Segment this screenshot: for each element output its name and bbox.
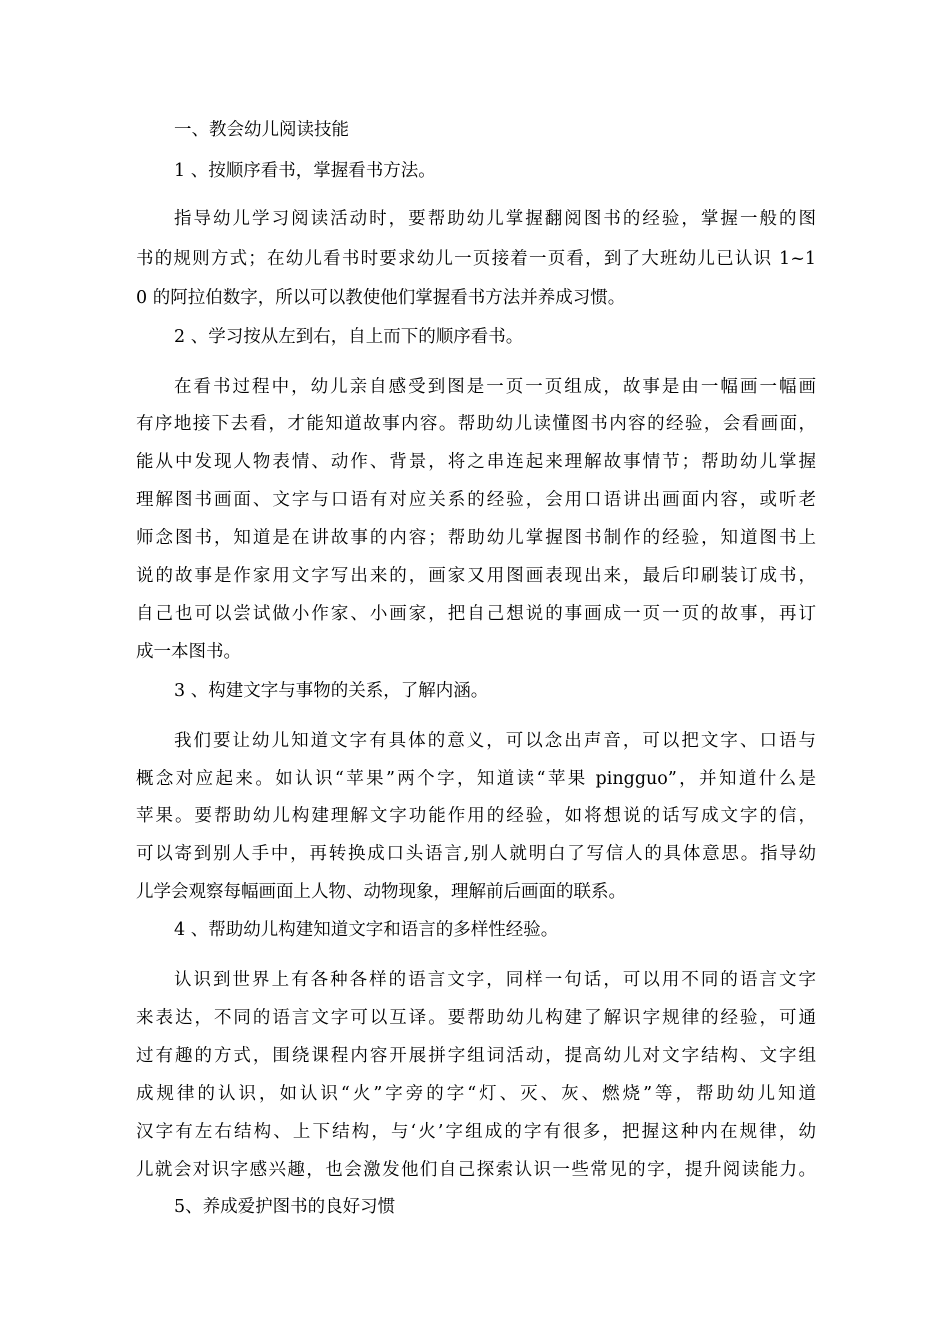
paragraph-line: 有序地接下去看，才能知道故事内容。帮助幼儿读懂图书内容的经验，会看画面， [136, 414, 816, 434]
paragraph-line: 自己也可以尝试做小作家、小画家，把自己想说的事画成一页一页的故事，再订 [136, 604, 816, 624]
paragraph-line: 苹果。要帮助幼儿构建理解文字功能作用的经验，如将想说的话写成文字的信， [136, 806, 816, 826]
item-5-title: 5、养成爱护图书的良好习惯 [174, 1197, 396, 1217]
paragraph-line: 汉字有左右结构、上下结构，与‘火’字组成的字有很多，把握这种内在规律，幼 [136, 1122, 816, 1142]
paragraph-line: 成一本图书。 [136, 642, 241, 662]
item-4-title: 4 、帮助幼儿构建知道文字和语言的多样性经验。 [174, 920, 559, 940]
paragraph-line: 书的规则方式；在幼儿看书时要求幼儿一页接着一页看，到了大班幼儿已认识 1~1 [136, 249, 816, 269]
paragraph-line: 认识到世界上有各种各样的语言文字，同样一句话，可以用不同的语言文字 [174, 970, 816, 990]
paragraph-line: 0 的阿拉伯数字，所以可以教使他们掌握看书方法并养成习惯。 [136, 288, 626, 308]
paragraph-line: 过有趣的方式，围绕课程内容开展拼字组词活动，提高幼儿对文字结构、文字组 [136, 1046, 816, 1066]
paragraph-line: 能从中发现人物表情、动作、背景，将之串连起来理解故事情节；帮助幼儿掌握 [136, 452, 816, 472]
paragraph-line: 在看书过程中，幼儿亲自感受到图是一页一页组成，故事是由一幅画一幅画 [174, 377, 816, 397]
paragraph-line: 理解图书画面、文字与口语有对应关系的经验，会用口语讲出画面内容，或听老 [136, 490, 816, 510]
paragraph-line: 说的故事是作家用文字写出来的，画家又用图画表现出来，最后印刷装订成书， [136, 566, 816, 586]
item-1-title: 1 、按顺序看书，掌握看书方法。 [174, 161, 436, 181]
paragraph-line: 儿学会观察每幅画面上人物、动物现象，理解前后画面的联系。 [136, 882, 626, 902]
paragraph-line: 来表达，不同的语言文字可以互译。要帮助幼儿构建了解识字规律的经验，可通 [136, 1008, 816, 1028]
paragraph-line: 可以寄到别人手中，再转换成口头语言,别人就明白了写信人的具体意思。指导幼 [136, 844, 816, 864]
paragraph-line: 儿就会对识字感兴趣，也会激发他们自己探索认识一些常见的字，提升阅读能力。 [136, 1160, 816, 1180]
item-2-title: 2 、学习按从左到右，自上而下的顺序看书。 [174, 327, 524, 347]
paragraph-line: 概念对应起来。如认识“苹果”两个字，知道读“苹果 pingguo”，并知道什么是 [136, 769, 816, 789]
paragraph-line: 成规律的认识，如认识“火”字旁的字“灯、灭、灰、燃烧”等，帮助幼儿知道 [136, 1084, 816, 1104]
section-heading: 一、教会幼儿阅读技能 [174, 120, 349, 140]
paragraph-line: 我们要让幼儿知道文字有具体的意义，可以念出声音，可以把文字、口语与 [174, 731, 816, 751]
paragraph-line: 指导幼儿学习阅读活动时，要帮助幼儿掌握翻阅图书的经验，掌握一般的图 [174, 209, 816, 229]
paragraph-line: 师念图书，知道是在讲故事的内容；帮助幼儿掌握图书制作的经验，知道图书上 [136, 528, 816, 548]
item-3-title: 3 、构建文字与事物的关系，了解内涵。 [174, 681, 489, 701]
